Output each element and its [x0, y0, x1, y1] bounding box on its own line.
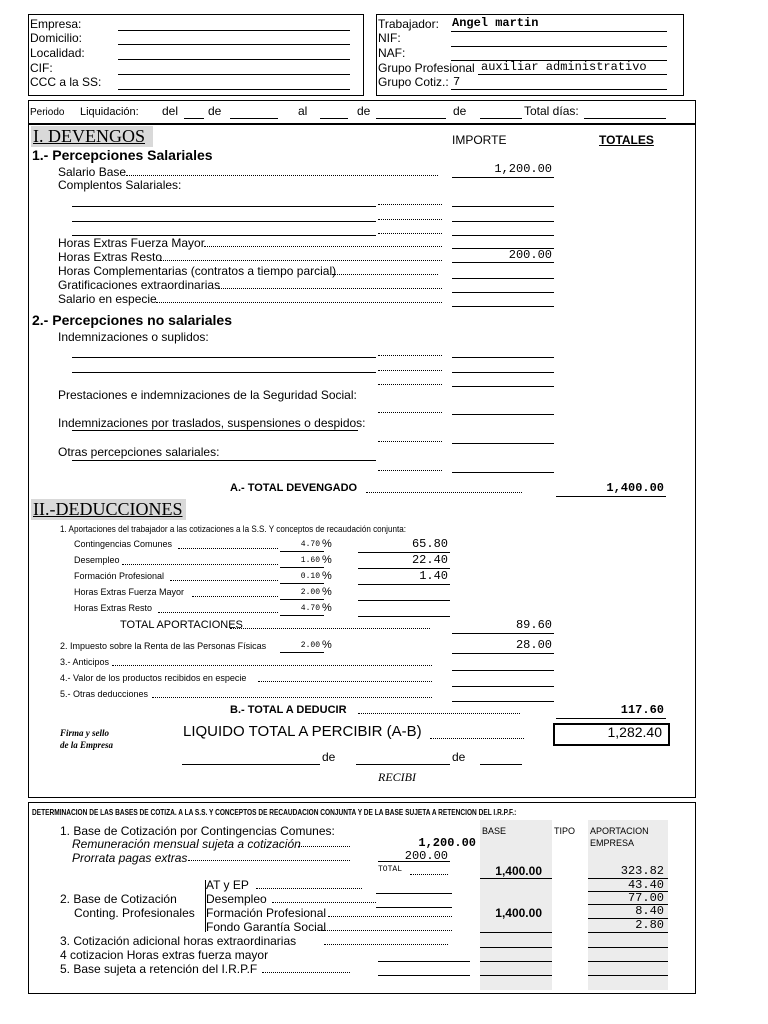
nif-label: NIF: — [378, 31, 401, 45]
deduccion-row-pct: 1.60 — [300, 556, 320, 565]
trabajador-label: Trabajador: — [378, 17, 439, 31]
deduccion-row-value: 22.40 — [411, 553, 448, 567]
empresa-line — [118, 30, 350, 31]
deduccion-row-label: Desempleo — [74, 555, 120, 565]
deduccion-row-pct: 4.70 — [300, 540, 320, 549]
deduccion-row-value: 1.40 — [419, 569, 448, 583]
totales-header: TOTALES — [599, 133, 654, 147]
deduccion-row-label: Horas Extras Resto — [74, 603, 153, 613]
total-devengado-value: 1,400.00 — [606, 481, 664, 495]
naf-label: NAF: — [378, 46, 406, 60]
devengos-title: I. DEVENGOS — [31, 126, 153, 147]
deduccion-row-pct: 4.70 — [300, 604, 320, 613]
periodo-label: Periodo — [30, 107, 65, 118]
trabajador-value: Angel martin — [452, 16, 539, 30]
grupo-cotiz-label: Grupo Cotiz.: — [378, 75, 449, 89]
horas-resto-value: 200.00 — [508, 248, 552, 262]
empresa-label: Empresa: — [30, 17, 82, 31]
deduccion-row-pct: 2.00 — [300, 588, 320, 597]
liquidacion-label: Liquidación: — [80, 106, 139, 118]
deducciones-title: II.-DEDUCCIONES — [31, 499, 186, 520]
grupo-prof-label: Grupo Profesional — [378, 61, 475, 75]
ccc-label: CCC a la SS: — [30, 75, 102, 89]
deduccion-row-label: Formación Profesional — [74, 571, 165, 581]
localidad-label: Localidad: — [30, 46, 85, 60]
percepciones-no-salariales-heading: 2.- Percepciones no salariales — [32, 312, 232, 328]
bases-title: DETERMINACION DE LAS BASES DE COTIZA. A LA S.S. Y CONCEPTOS DE RECAUDACION CONJUNTA Y DE LA BASE SUJETA A RETENCION DEL I.R.P.F.: — [32, 808, 517, 817]
total-deducir-label: B.- TOTAL A DEDUCIR — [230, 704, 347, 716]
recibi-label: RECIBI — [378, 770, 416, 784]
domicilio-line — [118, 44, 350, 45]
irpf-value: 28.00 — [515, 638, 552, 652]
localidad-line — [118, 59, 350, 60]
deduccion-row-pct: 0.10 — [300, 572, 320, 581]
total-deducir-value: 117.60 — [620, 703, 664, 717]
cif-label: CIF: — [30, 61, 53, 75]
deduccion-row-label: Contingencias Comunes — [74, 539, 173, 549]
ccc-line — [118, 89, 350, 90]
grupo-prof-value: auxiliar administrativo — [481, 60, 647, 74]
domicilio-label: Domicilio: — [30, 31, 83, 45]
grupo-cotiz-value: 7 — [453, 75, 461, 89]
liquido-value: 1,282.40 — [607, 724, 662, 740]
total-devengado-label: A.- TOTAL DEVENGADO — [230, 482, 358, 494]
deduccion-row-value: 65.80 — [411, 537, 448, 551]
importe-header: IMPORTE — [452, 133, 507, 147]
liquido-label: LIQUIDO TOTAL A PERCIBIR (A-B) — [183, 723, 422, 740]
cif-line — [118, 74, 350, 75]
base-column-shade — [480, 820, 552, 990]
total-aportaciones-value: 89.60 — [515, 618, 552, 632]
deduccion-row-label: Horas Extras Fuerza Mayor — [74, 587, 185, 597]
percepciones-salariales-heading: 1.- Percepciones Salariales — [32, 147, 213, 163]
salario-base-value: 1,200.00 — [494, 162, 552, 176]
